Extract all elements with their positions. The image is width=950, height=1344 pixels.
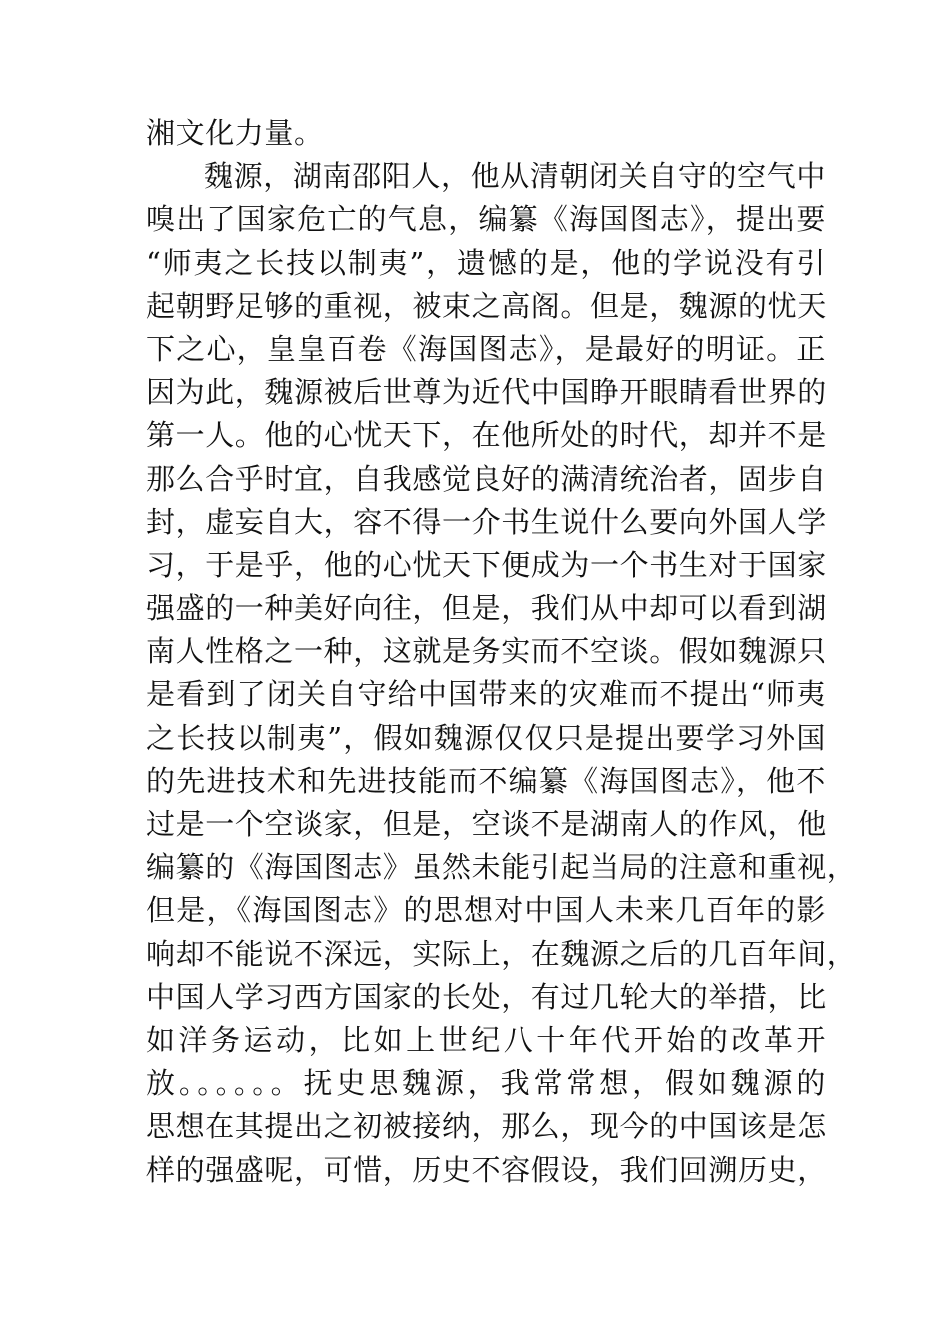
text-line: 那么合乎时宜，自我感觉良好的满清统治者，固步自 xyxy=(146,461,827,496)
text-line: 编纂的《海国图志》虽然未能引起当局的注意和重视， xyxy=(146,850,857,885)
text-line: 中国人学习西方国家的长处，有过几轮大的举措，比 xyxy=(146,979,827,1014)
text-line: 思想在其提出之初被接纳，那么，现今的中国该是怎 xyxy=(146,1109,827,1144)
text-line: 南人性格之一种，这就是务实而不空谈。假如魏源只 xyxy=(146,634,827,669)
text-line: 第一人。他的心忧天下，在他所处的时代，却并不是 xyxy=(146,418,827,453)
text-line: 因为此，魏源被后世尊为近代中国睁开眼睛看世界的 xyxy=(146,375,827,410)
text-line: 但是，《海国图志》的思想对中国人未来几百年的影 xyxy=(146,893,826,928)
text-line: 样的强盛呢，可惜，历史不容假设，我们回溯历史， xyxy=(146,1152,827,1187)
text-line: 封，虚妄自大，容不得一介书生说什么要向外国人学 xyxy=(146,504,827,539)
text-line: 起朝野足够的重视，被束之高阁。但是，魏源的忧天 xyxy=(146,288,827,323)
text-line: 响却不能说不深远，实际上，在魏源之后的几百年间， xyxy=(146,936,857,971)
text-line: 强盛的一种美好向往，但是，我们从中却可以看到湖 xyxy=(146,591,827,626)
text-line: 过是一个空谈家，但是，空谈不是湖南人的作风，他 xyxy=(146,807,827,841)
text-line: 下之心，皇皇百卷《海国图志》，是最好的明证。正 xyxy=(146,331,826,366)
text-line: 之长技以制夷”，假如魏源仅仅只是提出要学习外国 xyxy=(146,720,826,755)
text-line: 如洋务运动，比如上世纪八十年代开始的改革开 xyxy=(146,1022,826,1057)
text-line: 魏源，湖南邵阳人，他从清朝闭关自守的空气中 xyxy=(204,159,826,194)
text-line: 的先进技术和先进技能而不编纂《海国图志》，他不 xyxy=(146,763,826,798)
text-line: 嗅出了国家危亡的气息，编纂《海国图志》，提出要 xyxy=(146,202,826,237)
text-line: 是看到了闭关自守给中国带来的灾难而不提出“师夷 xyxy=(146,677,826,712)
text-line: 放。。。。。。抚史思魏源，我常常想，假如魏源的 xyxy=(146,1066,826,1101)
text-line: “师夷之长技以制夷”，遗憾的是，他的学说没有引 xyxy=(146,245,826,280)
text-line: 湘文化力量。 xyxy=(146,116,324,150)
text-line: 习，于是乎，他的心忧天下便成为一个书生对于国家 xyxy=(146,547,827,582)
body-text xyxy=(146,112,857,1192)
